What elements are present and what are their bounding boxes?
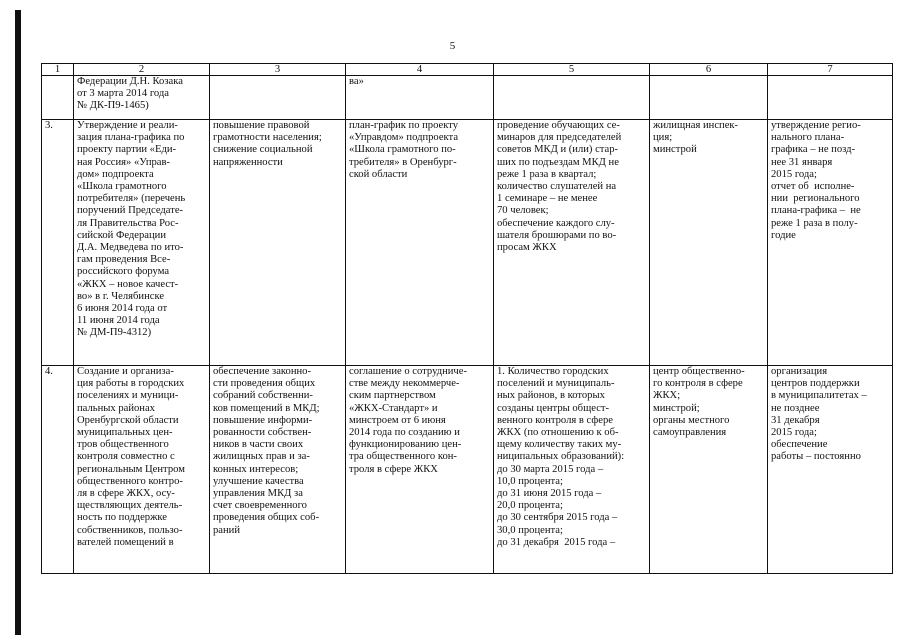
row-number-cell	[42, 366, 74, 574]
row-number-cell	[42, 76, 74, 120]
cell-text: план-график по проекту «Управдом» подпроекта «Школа грамотного по- требителя» в Оренбург- ской области	[349, 120, 459, 180]
table-row	[42, 76, 893, 120]
deadline-cell	[768, 120, 893, 366]
page-number: 5	[449, 40, 456, 52]
column-header: 1	[42, 64, 74, 76]
goal-cell	[210, 76, 346, 120]
row-number-cell	[42, 120, 74, 366]
responsible-cell	[650, 76, 768, 120]
indicator-cell	[494, 76, 650, 120]
cell-text: жилищная инспек- ция; минстрой	[653, 120, 739, 156]
cell-text: 1. Количество городских поселений и муниципаль- ных районов, в которых созданы центры общест- венного контроля в сфере ЖКХ (по отношению к об- щему количеству таких му- ниципальных образований): до 30 марта 2015 года – 10,0 процента; до 31 июня 2015 года – 20,0 процента; до 30 сентября 2015 года – 30,0 процента; до 31 декабря 2015 года –	[497, 366, 625, 548]
header-row	[42, 64, 893, 76]
column-header: 7	[768, 64, 893, 76]
cell-text: 3.	[45, 120, 53, 131]
responsible-cell	[650, 366, 768, 574]
indicator-cell	[494, 366, 650, 574]
basis-cell	[346, 366, 494, 574]
cell-text: Создание и организа- ция работы в городских поселениях и муници- пальных районах Оренбургской области муниципальных цен- тров общественного контроля совместно с региональным Центром общественного контро- ля в сфере ЖКХ, осу- ществляющих деятель- ность по поддержке собственников, пользо- вателей помещений в	[77, 366, 185, 548]
activity-cell	[74, 366, 210, 574]
table-row	[42, 120, 893, 366]
cell-text: обеспечение законно- сти проведения общих собраний собственни- ков помещений в МКД; повышение информи- рованности собствен- ников в части своих жилищных прав и за- конных интересов; улучшение качества управления МКД за счет своевременного проведения общих соб- раний	[213, 366, 320, 536]
cell-text: Федерации Д.Н. Козака от 3 марта 2014 года № ДК-П9-1465)	[77, 76, 183, 112]
cell-text: повышение правовой грамотности населения; снижение социальной напряженности	[213, 120, 322, 168]
plan-table	[41, 63, 893, 574]
cell-text: ва»	[349, 76, 364, 87]
table-row	[42, 366, 893, 574]
cell-text: Утверждение и реали- зация плана-графика по проекту партии «Еди- ная Россия» «Управ- дом» подпроекта «Школа грамотного потребителя» (перечень поручений Председате- ля Правительства Рос- сийской Федерации Д.А. Медведева по ито- гам проведения Все- российского форума «ЖКХ – новое качест- во» в г. Челябинске 6 июня 2014 года от 11 июня 2014 года № ДМ-П9-4312)	[77, 120, 186, 339]
column-header: 5	[494, 64, 650, 76]
basis-cell	[346, 76, 494, 120]
deadline-cell	[768, 366, 893, 574]
goal-cell	[210, 120, 346, 366]
activity-cell	[74, 76, 210, 120]
cell-text: утверждение регио- нального плана- графика – не позд- нее 31 января 2015 года; отчет об исполне- нии регионального плана-графика – не реже 1 раза в полу- годие	[771, 120, 861, 241]
column-header: 3	[210, 64, 346, 76]
activity-cell	[74, 120, 210, 366]
binding-edge	[15, 10, 21, 635]
cell-text: организация центров поддержки в муниципалитетах – не позднее 31 декабря 2015 года; обеспечение работы – постоянно	[771, 366, 867, 463]
cell-text: соглашение о сотрудниче- стве между некоммерче- ским партнерством «ЖКХ-Стандарт» и минстроем от 6 июня 2014 года по созданию и функционированию цен- тра общественного кон- троля в сфере ЖКХ	[349, 366, 467, 475]
column-header: 2	[74, 64, 210, 76]
deadline-cell	[768, 76, 893, 120]
column-header: 4	[346, 64, 494, 76]
cell-text: проведение обучающих се- минаров для председателей советов МКД и (или) стар- ших по подъездам МКД не реже 1 раза в квартал; количество слушателей на 1 семинаре – не менее 70 человек; обеспечение каждого слу- шателя брошюрами по во- просам ЖКХ	[497, 120, 622, 254]
indicator-cell	[494, 120, 650, 366]
cell-text: 4.	[45, 366, 53, 377]
column-header: 6	[650, 64, 768, 76]
basis-cell	[346, 120, 494, 366]
goal-cell	[210, 366, 346, 574]
responsible-cell	[650, 120, 768, 366]
cell-text: центр общественно- го контроля в сфере ЖКХ; минстрой; органы местного самоуправления	[653, 366, 745, 439]
